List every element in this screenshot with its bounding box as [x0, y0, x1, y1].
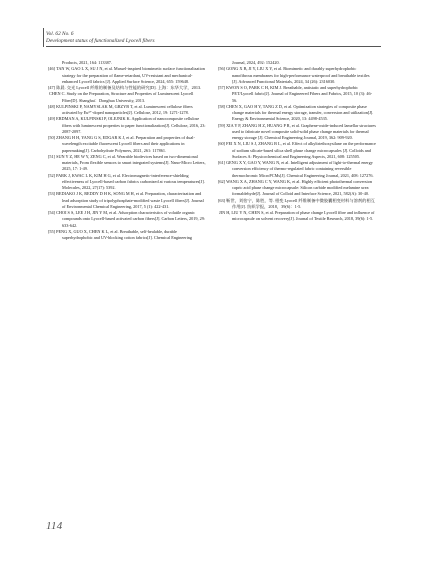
- reference-item: [48, 135, 206, 154]
- reference-text: CHEN X, GAO H Y, TANG Z D, et al. Optimization strategies of composite phase change materials for thermal energy storage, transfer, conversion and utilization[J]. Energy & Environmental Science, 2020, 13: 4498-4535.: [226, 103, 374, 122]
- reference-number: [49]: [48, 116, 56, 122]
- reference-number: [60]: [218, 141, 226, 147]
- reference-text: ZHANG H H, YANG G S, EDGAR K J, et al. Preparation and properties of dual-wavelength excitable fluorescent Lyocell fibers and their applications in papermaking[J]. Carbohydrate Polymers, 2021, 261: 117861.: [56, 135, 195, 153]
- reference-continuation: Products, 2021, 164: 113387.: [62, 60, 112, 65]
- reference-text: JIN H, LIU Y N, CHEN S, et al. Preparation of phase change Lyocell fibre and influence of microcapsule on solvent recovery[J]. Journal of Textile Research, 2018, 39(6): 1-5.: [219, 210, 375, 222]
- reference-number: [63]: [218, 197, 226, 203]
- reference-list-left: [48, 66, 206, 241]
- reference-number: [51]: [48, 153, 56, 159]
- reference-number: [61]: [218, 160, 226, 165]
- reference-item: [218, 123, 376, 142]
- reference-item: [218, 104, 376, 123]
- reference-item: [48, 229, 206, 242]
- volume-issue: Vol. 62 No. 6: [46, 31, 74, 37]
- reference-column-left: [48, 60, 206, 241]
- reference-text: 靳世，刘怡宁，陈胜，等. 相变 Lyocell 纤维制备中微胶囊相变材料与溶剂的相互作用[J]. 纺织学报，2018，39(6)：1-5.: [226, 197, 375, 209]
- reference-number: [50]: [48, 135, 56, 140]
- reference-item: [48, 173, 206, 192]
- reference-number: [62]: [218, 178, 226, 184]
- reference-item: [48, 116, 206, 135]
- reference-text: XIA Y P, ZHANG H Z, HUANG P R, et al. Graphene-oxide-induced lamellar structures used to fabricate novel composite solid-solid phase change materials for thermal energy storage [J]. Chemical Engineering Journal, 2019, 362: 909-920.: [226, 122, 376, 140]
- reference-number: [46]: [48, 66, 56, 72]
- reference-item: [218, 198, 376, 211]
- reference-text: BEDIAKO J K, REDDY D H K, SONG M H, et al. Preparation, characterization and lead adsorption study of tripolyphosphate-modified waste Lyocell fibers[J]. Journal of Environmental Chemical Engineering, 2017, 5 (1): 422-431.: [56, 191, 204, 209]
- reference-number: [52]: [48, 172, 56, 178]
- reference-number: [57]: [218, 85, 226, 90]
- reference-number: [47]: [48, 85, 56, 90]
- reference-item: [48, 154, 206, 173]
- reference-number: [59]: [218, 122, 226, 128]
- header-vertical-rule: [43, 28, 44, 47]
- page-number: 114: [46, 520, 63, 532]
- header-rule: [46, 46, 381, 47]
- reference-continuation: Journal, 2024, 492: 152420.: [232, 60, 280, 65]
- running-header: [46, 31, 155, 44]
- reference-number: [48]: [48, 103, 56, 109]
- reference-number: [58]: [218, 103, 226, 109]
- reference-list-right: [218, 66, 376, 222]
- reference-text: KWON S O, PARK C H, KIM J. Breathable, antistatic and superhydrophobic PET/Lyocell fabric[J]. Journal of Engineered Fibers and Fabrics, 2015, 10 (3): 46-56.: [226, 85, 372, 103]
- reference-number: [56]: [218, 66, 226, 72]
- reference-item: [218, 210, 376, 223]
- reference-item: [218, 85, 376, 104]
- running-title: Development status of functionalized Lyocell fibers: [46, 37, 155, 44]
- reference-text: FEI X N, LIU S J, ZHANG B L, et al. Effect of alkyltriethoxysilane on the performance of sodium silicate-based silica shell phase change microcapsules [J]. Colloids and Surfaces A: Physicochemical and Engineering Aspects, 2021, 608: 125505.: [226, 141, 376, 159]
- reference-text: 陈晨. 交光 Lyocell 纤维的制备及结构与性能的研究[D]. 上海：东华大学，2013.: [56, 85, 202, 90]
- reference-text: SUN Y Z, HE W Y, ZENG C, et al. Wearable biodevices based on two-dimensional materials, From flexible sensors to smart integrated systems[J]. Nano-Micro Letters, 2025, 17: 1-49.: [56, 153, 206, 172]
- reference-column-right: [218, 60, 376, 223]
- reference-text: GONG X B, JI Y, LIU X Y, et al. Biomimetic and durably superhydrophobic nanofibrous membranes for high-performance waterproof and breathable textiles [J]. Advanced Functional Materials, 2024, 34 (26): 2316030.: [226, 66, 370, 84]
- reference-item: [48, 210, 206, 229]
- reference-number: [54]: [48, 210, 56, 215]
- reference-text: KULPINSKI P, NAMYSLAK M, GRZYB T, et al. Luminescent cellulose fibers activated by Eu³⁺-doped nanoparticles[J]. Cellulose, 2012, 19: 1271-1278.: [56, 103, 193, 115]
- reference-number: [55]: [48, 228, 56, 234]
- reference-item: [48, 91, 206, 104]
- reference-text: CHOI S S, LEE J H, JIN Y M, et al. Adsorption characteristics of volatile organic compounds onto Lyocell-based activated carbon fibers[J]. Carbon Letters, 2019, 29: 633-642.: [56, 210, 206, 228]
- reference-item: [218, 141, 376, 160]
- reference-text: TAN W, GAO L X, SU J N, et al. Mussel-inspired biomimetic surface functionalization strategy for the preparation of flame-retardant, UV-resistant and mechanical-enhanced Lyocell fabrics [J]. Applied Surface Science, 2024, 655: 159648.: [56, 66, 205, 84]
- reference-item: [218, 66, 376, 85]
- reference-number: [53]: [48, 191, 56, 197]
- reference-text: WANG X A, ZHANG C Y, WANG K, et al. Highly efficient photothermal conversion capric acid phase change microcapsule: Silicon carbide modified melamine urea formaldehyde[J]. Journal of Colloid and Interface Science, 2021, 582(A): 30-40.: [226, 178, 372, 197]
- reference-item: [218, 160, 376, 179]
- reference-item: [48, 191, 206, 210]
- reference-text: CHEN C. Study on the Preparation, Structure and Properties of Luminescent Lyocell Fiber[D]. Shanghai：Donghua University, 2013.: [49, 91, 194, 103]
- reference-item: [48, 66, 206, 85]
- reference-item: [218, 179, 376, 198]
- reference-text: PENG X, GUO X, CHEN K L, et al. Breathable, self-healable, durable superhydrophobic and UV-blocking cotton fabrics[J]. Chemical Engineering: [56, 228, 193, 240]
- reference-item: [48, 104, 206, 117]
- reference-text: ERDMAN A, KULPINSKI P, OLEJNIK K. Application of nanocomposite cellulose fibers with luminescent properties to paper functionalization[J]. Cellulose, 2016, 23: 2087-2097.: [56, 116, 206, 134]
- reference-text: GENG X Y, GAO Y, WANG N, et al. Intelligent adjustment of light-to-thermal energy conversion efficiency of thermo-regulated fabric containing reversible thermochromic MicroPCMs[J]. Chemical Engineering Journal, 2021, 408: 127276.: [226, 160, 374, 178]
- reference-text: PARK J, KWAC L K, KIM H G, et al. Electromagnetic-interference-shielding effectiveness of Lyocell-based carbon fabrics carbonized at various temperatures[J]. Molecules, 2022, 27(17): 5392.: [56, 172, 205, 190]
